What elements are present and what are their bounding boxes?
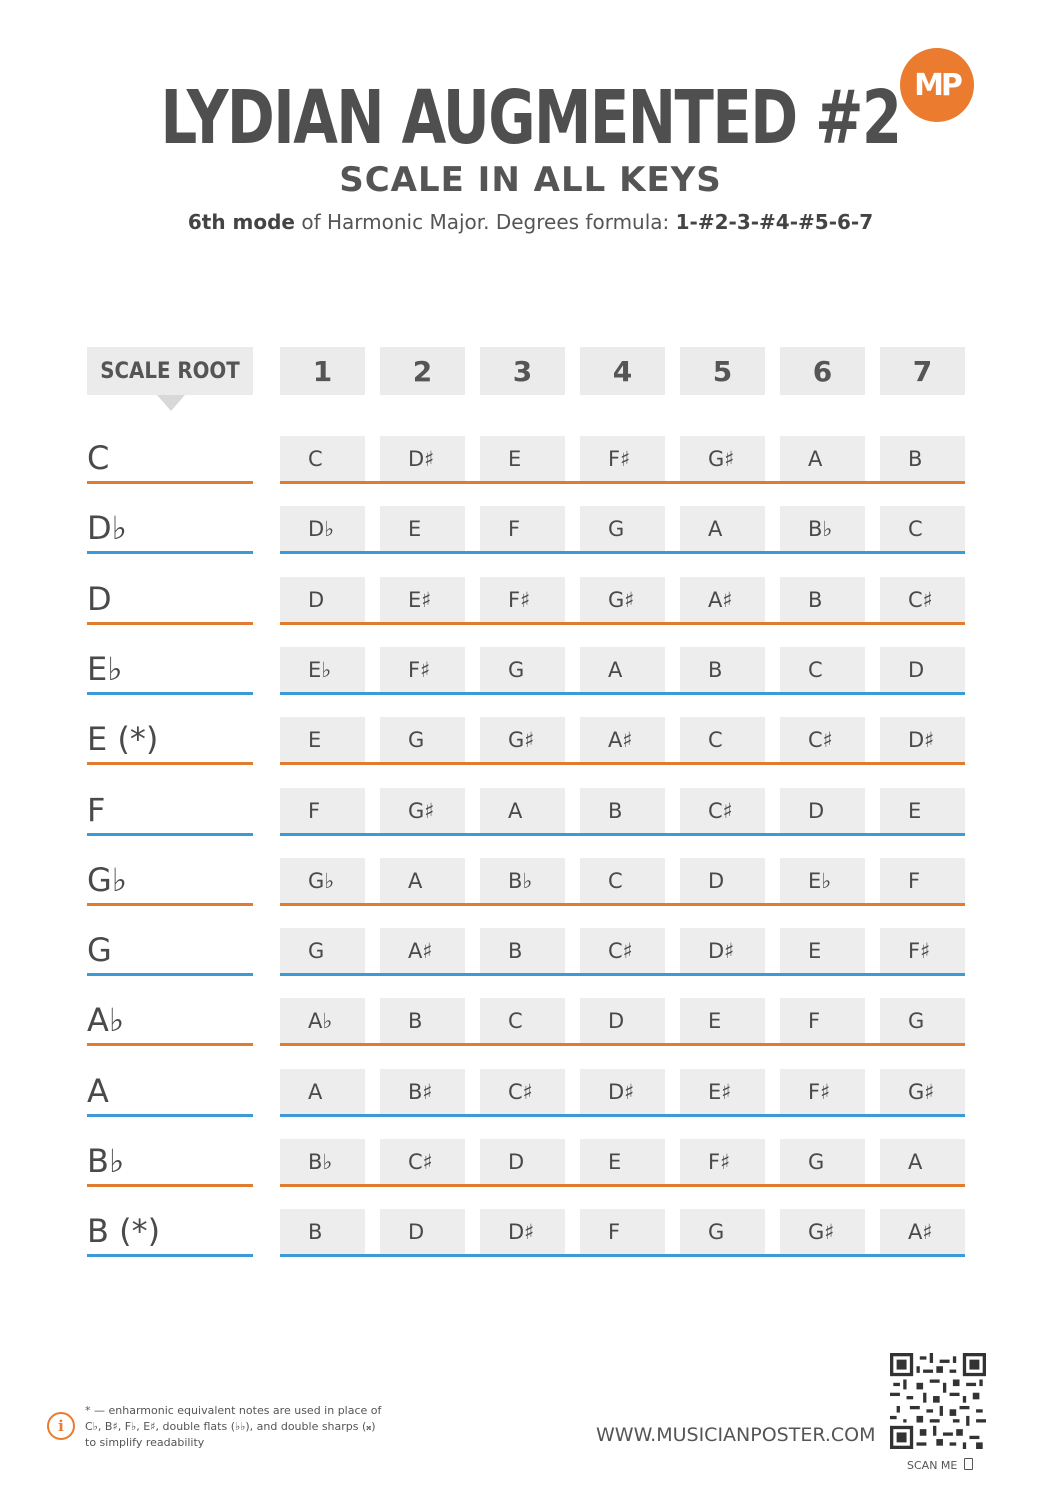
row-underline bbox=[280, 833, 965, 836]
note-cell: E♯ bbox=[380, 577, 465, 622]
note-cell: B bbox=[880, 436, 965, 481]
note-cell: F bbox=[880, 858, 965, 903]
mode-description bbox=[0, 210, 1061, 234]
note-cell: F♯ bbox=[880, 928, 965, 973]
note-cell: D bbox=[480, 1139, 565, 1184]
qr-code[interactable] bbox=[890, 1353, 986, 1449]
note-cell: E bbox=[880, 788, 965, 833]
note-cell: G♯ bbox=[380, 788, 465, 833]
note-cell: G bbox=[380, 717, 465, 762]
scale-root-label: D♭ bbox=[87, 509, 127, 547]
website-link[interactable]: WWW.MUSICIANPOSTER.COM bbox=[596, 1424, 876, 1446]
root-underline bbox=[87, 903, 253, 906]
note-cell: F bbox=[580, 1209, 665, 1254]
note-cell: E bbox=[780, 928, 865, 973]
note-cell: D♯ bbox=[680, 928, 765, 973]
note-cell: A bbox=[680, 506, 765, 551]
note-cell: A♯ bbox=[680, 577, 765, 622]
note-cell: C bbox=[780, 647, 865, 692]
degrees-formula: 1-#2-3-#4-#5-6-7 bbox=[675, 210, 874, 234]
note-cell: A♭ bbox=[280, 998, 365, 1043]
note-cell: A♯ bbox=[380, 928, 465, 973]
degree-header: 7 bbox=[880, 347, 965, 395]
root-underline bbox=[87, 622, 253, 625]
note-cell: G bbox=[880, 998, 965, 1043]
scale-root-label: A bbox=[87, 1072, 109, 1110]
row-underline bbox=[280, 481, 965, 484]
note-cell: D♯ bbox=[480, 1209, 565, 1254]
row-underline bbox=[280, 903, 965, 906]
scale-root-label: E (*) bbox=[87, 720, 159, 758]
note-cell: C♯ bbox=[380, 1139, 465, 1184]
note-cell: D bbox=[680, 858, 765, 903]
info-icon: i bbox=[47, 1412, 75, 1440]
note-cell: B♯ bbox=[380, 1069, 465, 1114]
note-cell: G♯ bbox=[780, 1209, 865, 1254]
scale-root-label: F bbox=[87, 791, 106, 829]
scale-root-label: C bbox=[87, 439, 110, 477]
note-cell: G♯ bbox=[480, 717, 565, 762]
scale-root-label: A♭ bbox=[87, 1001, 124, 1039]
note-cell: B♭ bbox=[280, 1139, 365, 1184]
note-cell: A bbox=[380, 858, 465, 903]
note-cell: D♯ bbox=[580, 1069, 665, 1114]
root-underline bbox=[87, 1184, 253, 1187]
note-cell: C♯ bbox=[680, 788, 765, 833]
degree-header: 5 bbox=[680, 347, 765, 395]
note-cell: F bbox=[780, 998, 865, 1043]
down-arrow-icon bbox=[157, 395, 185, 411]
mode-label: 6th mode bbox=[187, 210, 295, 234]
note-cell: G bbox=[280, 928, 365, 973]
scale-root-label: E♭ bbox=[87, 650, 123, 688]
note-cell: C bbox=[280, 436, 365, 481]
note-cell: D bbox=[580, 998, 665, 1043]
scale-root-label: D bbox=[87, 580, 112, 618]
row-underline bbox=[280, 622, 965, 625]
scale-root-label: G bbox=[87, 931, 112, 969]
phone-icon bbox=[964, 1458, 973, 1470]
note-cell: F♯ bbox=[680, 1139, 765, 1184]
note-cell: D♯ bbox=[380, 436, 465, 481]
scale-root-label: B♭ bbox=[87, 1142, 125, 1180]
note-cell: B bbox=[680, 647, 765, 692]
note-cell: D bbox=[280, 577, 365, 622]
page-title: LYDIAN AUGMENTED #2 bbox=[160, 75, 901, 161]
note-cell: G bbox=[580, 506, 665, 551]
degree-header: 6 bbox=[780, 347, 865, 395]
degree-header: 2 bbox=[380, 347, 465, 395]
note-cell: B bbox=[280, 1209, 365, 1254]
root-underline bbox=[87, 973, 253, 976]
note-cell: B bbox=[380, 998, 465, 1043]
note-cell: B bbox=[780, 577, 865, 622]
musicianposter-logo: MP bbox=[900, 48, 974, 122]
note-cell: C bbox=[880, 506, 965, 551]
note-cell: E bbox=[280, 717, 365, 762]
root-underline bbox=[87, 551, 253, 554]
note-cell: E♭ bbox=[280, 647, 365, 692]
note-cell: C♯ bbox=[480, 1069, 565, 1114]
note-cell: G bbox=[480, 647, 565, 692]
note-cell: G♭ bbox=[280, 858, 365, 903]
note-cell: D bbox=[380, 1209, 465, 1254]
note-cell: A bbox=[880, 1139, 965, 1184]
degree-header: 3 bbox=[480, 347, 565, 395]
footnote-line: C♭, B♯, F♭, E♯, double flats (♭♭), and double sharps (𝄪) bbox=[85, 1420, 376, 1433]
note-cell: A bbox=[780, 436, 865, 481]
note-cell: B♭ bbox=[780, 506, 865, 551]
root-underline bbox=[87, 833, 253, 836]
row-underline bbox=[280, 1043, 965, 1046]
note-cell: F bbox=[280, 788, 365, 833]
note-cell: F bbox=[480, 506, 565, 551]
scale-root-label: B (*) bbox=[87, 1212, 161, 1250]
page-subtitle: SCALE IN ALL KEYS bbox=[339, 160, 722, 200]
footnote bbox=[85, 1403, 405, 1451]
scan-me-text: SCAN ME bbox=[907, 1459, 958, 1472]
row-underline bbox=[280, 973, 965, 976]
note-cell: G♯ bbox=[680, 436, 765, 481]
note-cell: B♭ bbox=[480, 858, 565, 903]
note-cell: C♯ bbox=[580, 928, 665, 973]
note-cell: B bbox=[480, 928, 565, 973]
note-cell: A♯ bbox=[880, 1209, 965, 1254]
note-cell: A bbox=[580, 647, 665, 692]
note-cell: G bbox=[680, 1209, 765, 1254]
row-underline bbox=[280, 692, 965, 695]
note-cell: G bbox=[780, 1139, 865, 1184]
note-cell: A♯ bbox=[580, 717, 665, 762]
root-underline bbox=[87, 692, 253, 695]
description-text: of Harmonic Major. Degrees formula: bbox=[294, 210, 676, 234]
note-cell: E bbox=[480, 436, 565, 481]
root-underline bbox=[87, 1043, 253, 1046]
note-cell: F♯ bbox=[580, 436, 665, 481]
degree-header: 1 bbox=[280, 347, 365, 395]
note-cell: D♯ bbox=[880, 717, 965, 762]
note-cell: E bbox=[580, 1139, 665, 1184]
row-underline bbox=[280, 1114, 965, 1117]
note-cell: D bbox=[880, 647, 965, 692]
note-cell: E♭ bbox=[780, 858, 865, 903]
row-underline bbox=[280, 762, 965, 765]
note-cell: E♯ bbox=[680, 1069, 765, 1114]
note-cell: F♯ bbox=[780, 1069, 865, 1114]
note-cell: D♭ bbox=[280, 506, 365, 551]
scale-root-header: SCALE ROOT bbox=[87, 347, 253, 395]
note-cell: F♯ bbox=[480, 577, 565, 622]
note-cell: C bbox=[580, 858, 665, 903]
footnote-line: * — enharmonic equivalent notes are used in place of bbox=[85, 1404, 382, 1417]
root-underline bbox=[87, 1254, 253, 1257]
note-cell: C bbox=[480, 998, 565, 1043]
row-underline bbox=[280, 1254, 965, 1257]
note-cell: G♯ bbox=[580, 577, 665, 622]
root-underline bbox=[87, 1114, 253, 1117]
row-underline bbox=[280, 551, 965, 554]
note-cell: B bbox=[580, 788, 665, 833]
note-cell: C bbox=[680, 717, 765, 762]
note-cell: C♯ bbox=[780, 717, 865, 762]
root-underline bbox=[87, 762, 253, 765]
note-cell: D bbox=[780, 788, 865, 833]
scale-root-label: G♭ bbox=[87, 861, 127, 899]
note-cell: C♯ bbox=[880, 577, 965, 622]
note-cell: A bbox=[280, 1069, 365, 1114]
note-cell: F♯ bbox=[380, 647, 465, 692]
row-underline bbox=[280, 1184, 965, 1187]
degree-header: 4 bbox=[580, 347, 665, 395]
scan-me-label bbox=[907, 1458, 973, 1472]
note-cell: A bbox=[480, 788, 565, 833]
footnote-line: to simplify readability bbox=[85, 1436, 205, 1449]
root-underline bbox=[87, 481, 253, 484]
note-cell: E bbox=[380, 506, 465, 551]
note-cell: G♯ bbox=[880, 1069, 965, 1114]
note-cell: E bbox=[680, 998, 765, 1043]
